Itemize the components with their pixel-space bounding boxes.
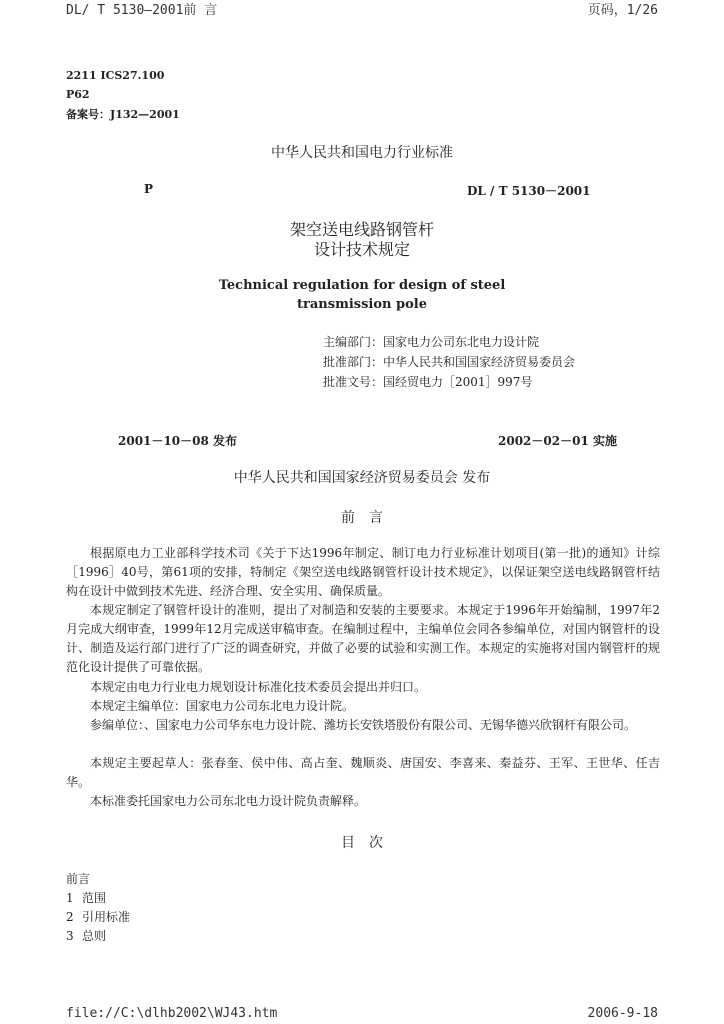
toc-item-label: 范围: [82, 891, 107, 905]
title-cn-line2: 设计技术规定: [313, 240, 410, 259]
print-footer-date: 2006-9-18: [587, 1006, 658, 1021]
toc-item-number: 2: [66, 910, 74, 924]
toc-item-label: 总则: [82, 929, 107, 943]
foreword-paragraph: 本规定制定了钢管杆设计的准则，提出了对制造和安装的主要要求。本规定于1996年开始编制，1997年2月完成大纲审查，1999年12月完成送审稿审查。在编制过程中，主编单位会同各参编单位，对国内钢管杆的设计、制造及运行部门进行了广泛的调查研究，并做了必要的试验和实测工作。本规定的实施将对国内钢管杆的规范化设计提供了可靠依据。: [66, 603, 660, 674]
industry-standard-heading: 中华人民共和国电力行业标准: [271, 145, 453, 161]
foreword-paragraph: 本规定主编单位：国家电力公司东北电力设计院。: [90, 699, 355, 713]
toc-item-references[interactable]: [66, 908, 130, 927]
toc-item-number: 1: [66, 891, 74, 905]
title-cn-line1: 架空送电线路钢管杆: [289, 220, 434, 239]
implementation-date: 2002－02－01 实施: [498, 434, 617, 448]
foreword-paragraph: 本规定主要起草人：张春奎、侯中伟、高占奎、魏顺炎、唐国安、李喜来、秦益芬、王军、王世华、任吉华。: [66, 756, 660, 789]
issue-date: 2001－10－08 发布: [118, 434, 237, 448]
p-code: P62: [66, 88, 90, 101]
approval-document: 批准文号：国经贸电力［2001］997号: [323, 375, 533, 389]
title-en-line2: transmission pole: [297, 297, 427, 312]
standard-number: DL / T 5130－2001: [467, 184, 591, 198]
print-footer-url: file://C:\dlhb2002\WJ43.htm: [66, 1006, 278, 1021]
print-header-title: DL/ T 5130—2001前 言: [66, 3, 218, 18]
toc-item-foreword[interactable]: [66, 870, 90, 889]
foreword-paragraph: 本标准委托国家电力公司东北电力设计院负责解释。: [90, 794, 367, 808]
foreword-paragraph: 根据原电力工业部科学技术司《关于下达1996年制定、制订电力行业标准计划项目(第一批)的通知》计综［1996］40号，第61项的安排，特制定《架空送电线路钢管杆设计技术规定》，以保证架空送电线路钢管杆结构在设计中做到技术先进、经济合理、安全实用、确保质量。: [66, 546, 661, 598]
toc-item-label: 引用标准: [82, 910, 131, 924]
foreword-heading: 前 言: [341, 510, 383, 526]
toc-heading: 目 次: [341, 835, 383, 851]
toc-item-label: 前言: [66, 872, 91, 886]
approving-department: 批准部门：中华人民共和国国家经济贸易委员会: [323, 355, 576, 369]
toc-item-scope[interactable]: [66, 889, 106, 908]
class-code: 2211 ICS27.100: [66, 69, 165, 82]
record-number: 备案号：J132—2001: [66, 108, 180, 121]
standard-letter: P: [144, 182, 154, 196]
title-en-line1: Technical regulation for design of steel: [218, 278, 506, 293]
publisher: 中华人民共和国国家经济贸易委员会 发布: [233, 470, 491, 486]
foreword-paragraph: 参编单位：、国家电力公司华东电力设计院、潍坊长安铁塔股份有限公司、无锡华德兴欣钢杆有限公司。: [90, 718, 637, 732]
foreword-paragraph: 本规定由电力行业电力规划设计标准化技术委员会提出并归口。: [90, 680, 427, 694]
editor-department: 主编部门：国家电力公司东北电力设计院: [323, 335, 540, 349]
toc-item-number: 3: [66, 929, 74, 943]
print-header-page: 页码，1/26: [587, 3, 658, 18]
toc-item-general[interactable]: [66, 927, 106, 946]
